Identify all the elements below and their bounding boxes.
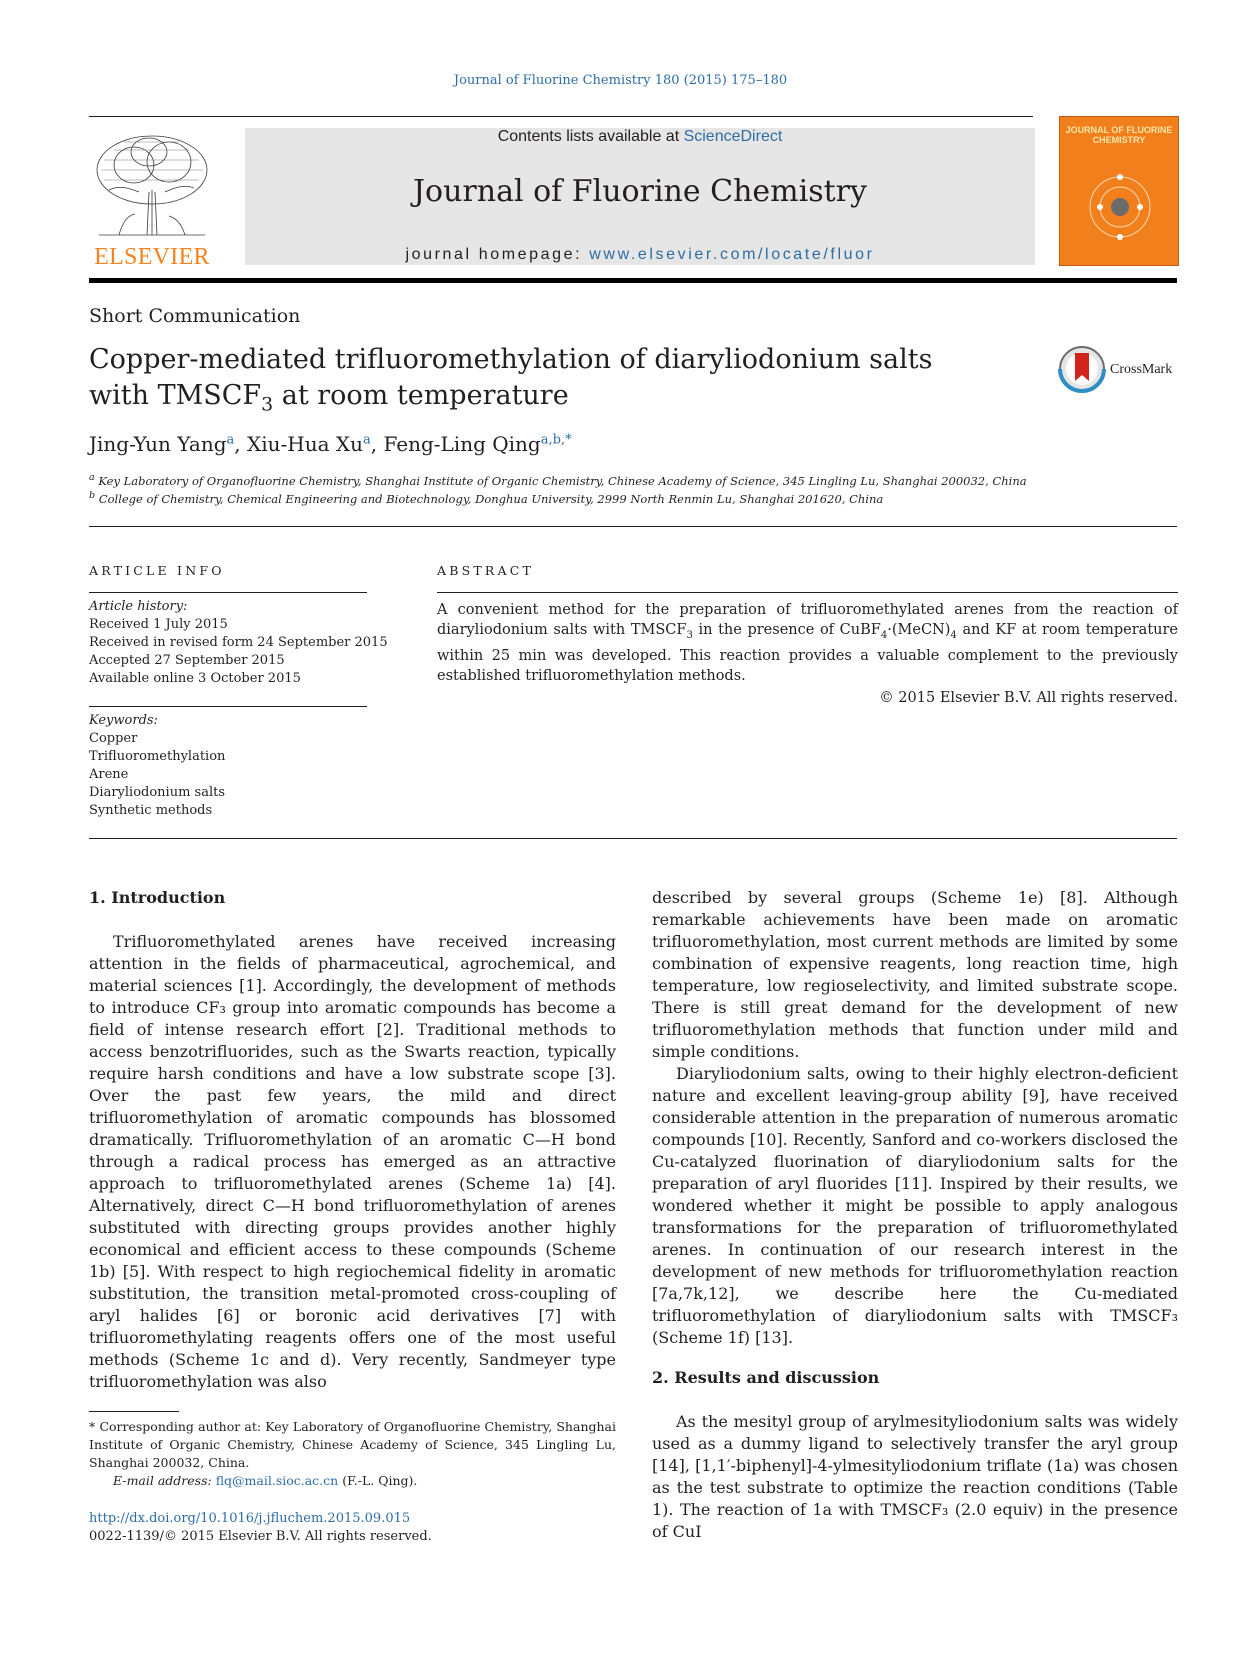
paragraph: Diaryliodonium salts, owing to their highly electron-deficient nature and excellent leaving-group ability [9], have received considerable attention in the preparation of numerous aromatic compounds [10]. Recently, Sanford and co-workers disclosed the Cu-catalyzed fluorination of diaryliodonium salts for the preparation of aryl fluorides [11]. Inspired by their results, we wondered whether it might be possible to apply analogous transformations for the preparation of trifluoromethylated arenes. In continuation of our research interest in the development of new methods for trifluoromethylation reaction [7a,7k,12], we describe here the Cu-mediated trifluoromethylation of diaryliodonium salts with TMSCF₃ (Scheme 1f) [13]. [652,1064,1178,1347]
homepage-link[interactable]: www.elsevier.com/locate/fluor [589,246,875,263]
author-name: Feng-Ling Qing [383,432,541,456]
journal-name: Journal of Fluorine Chemistry [413,174,867,209]
crossmark-icon[interactable] [1058,345,1106,393]
article-history: Article history: Received 1 July 2015 Received in revised form 24 September 2015 Accepted 27 September 2015 Available online 3 October 2015 [89,599,388,686]
header-thick-rule [89,278,1177,283]
paragraph: As the mesityl group of arylmesityliodonium salts was widely used as a dummy ligand to selectively transfer the aryl group [14], [1,1′-biphenyl]-4-ylmesityliodonium triflate (1a) was chosen as the test substrate to optimize the reaction conditions (Table 1). The reaction of 1a with TMSCF₃ (2.0 equiv) in the presence of CuI [652,1412,1178,1541]
journal-banner [245,128,1035,265]
keyword: Diaryliodonium salts [89,785,226,800]
keyword: Synthetic methods [89,803,213,818]
divider [437,592,1178,593]
cover-atom-graphic [1085,172,1155,242]
title-line-1: Copper-mediated trifluoromethylation of diaryliodonium salts [89,344,933,375]
paragraph: described by several groups (Scheme 1e) [8]. Although remarkable achievements have been made on aromatic trifluoromethylation, most current methods are limited by some combination of expensive reagents, long reaction time, high temperature, low regioselectivity, and limited substrate scope. There is still great demand for the development of new trifluoromethylation methods that function under mild and simple conditions. [652,888,1178,1061]
paragraph: Trifluoromethylated arenes have received increasing attention in the fields of pharmaceutical, agrochemical, and material sciences [1]. Accordingly, the development of methods to introduce CF₃ group into aromatic compounds has become a field of intense research effort [2]. Traditional methods to access benzotrifluorides, such as the Swarts reaction, typically require harsh conditions and have a low substrate scope [3]. Over the past few years, the mild and direct trifluoromethylation of aromatic compounds has blossomed dramatically. Trifluoromethylation of an aromatic C—H bond through a radical process has emerged as an attractive approach to trifluoromethylated arenes (Scheme 1a) [4]. Alternatively, direct C—H bond trifluoromethylation of arenes substituted with directing groups provides another highly economical and efficient access to these compounds (Scheme 1b) [5]. With respect to high regiochemical fidelity in aromatic substitution, the transition metal-promoted cross-coupling of aryl halides [6] or boronic acid derivatives [7] with trifluoromethylating reagents offers one of the most useful methods (Scheme 1c and d). Very recently, Sandmeyer type trifluoromethylation was also [89,932,616,1391]
sciencedirect-link[interactable]: ScienceDirect [683,128,783,145]
article-type: Short Communication [89,305,301,327]
issn-line: 0022-1139/© 2015 Elsevier B.V. All rights reserved. [89,1529,432,1544]
section-heading-introduction: 1. Introduction [89,888,226,907]
divider [89,592,367,593]
crossmark-label[interactable]: CrossMark [1110,362,1173,377]
homepage-prefix: journal homepage: [405,246,590,263]
author-affil-mark[interactable]: a [226,432,235,448]
author-list: Jing-Yun Yang$^a$, Xiu-Hua Xu$^a$, Feng-Ling Qing$^{a,b,*}$ [89,432,572,456]
abstract-text: A convenient method for the preparation of trifluoromethylated arenes from the reaction of diaryliodonium salts with $TMSCF_3$ in the presence of $CuBF_4\cdot(MeCN)_4$ and KF at room temperature within 25 min was developed. This reaction provides a valuable complement to the previously established trifluoromethylation methods. © 2015 Elsevier B.V. All rights reserved. [437,602,1178,706]
journal-cover-image[interactable] [1059,116,1179,266]
affiliation-a: $^a$ Key Laboratory of Organofluorine Chemistry, Shanghai Institute of Organic Chemistry, Chinese Academy of Science, 345 Lingling Lu, Shanghai 200032, China [89,472,1027,488]
title-line-2: with $TMSCF_3$ at room temperature [89,380,569,416]
contents-prefix: Contents lists available at [497,128,684,145]
divider [89,838,1177,839]
author-affil-mark[interactable]: a [362,432,371,448]
header-rule [89,116,1033,117]
body-left-column [89,887,616,1393]
doi-link[interactable]: http://dx.doi.org/10.1016/j.jfluchem.2015.09.015 [89,1511,411,1526]
abstract-copyright: © 2015 Elsevier B.V. All rights reserved. [879,689,1178,706]
section-heading-results: 2. Results and discussion [652,1368,880,1387]
keywords: Keywords: Copper Trifluoromethylation Arene Diaryliodonium salts Synthetic methods [89,713,226,818]
article-info-heading: ARTICLE INFO [89,563,225,578]
divider [89,526,1177,527]
author-name: Xiu-Hua Xu [246,432,363,456]
corresponding-footnote: * Corresponding author at: Key Laboratory of Organofluorine Chemistry, Shanghai Institute of Organic Chemistry, Chinese Academy of Science, 345 Lingling Lu, Shanghai 200032, China. E-mail address: flq@mail.sioc.ac.cn (F.-L. Qing). [89,1419,616,1488]
journal-homepage [245,246,1035,264]
elsevier-tree-logo [89,130,215,240]
affiliation-b: $^b$ College of Chemistry, Chemical Engineering and Biotechnology, Donghua University, 2999 North Renmin Lu, Shanghai 201620, China [89,490,884,506]
abstract-heading: ABSTRACT [437,563,535,578]
journal-citation[interactable]: Journal of Fluorine Chemistry 180 (2015) 175–180 [453,73,788,88]
author-name: Jing-Yun Yang [89,432,227,456]
divider [89,706,367,707]
cover-title: JOURNAL OF FLUORINE CHEMISTRY [1065,125,1173,145]
email-link[interactable]: flq@mail.sioc.ac.cn [215,1473,339,1488]
keyword: Trifluoromethylation [89,749,226,764]
elsevier-wordmark[interactable]: ELSEVIER [94,244,210,270]
article-title [89,342,949,422]
keyword: Copper [89,731,138,746]
body-right-column [652,887,1178,1543]
contents-line [245,128,1035,146]
keyword: Arene [89,767,129,782]
author-affil-mark[interactable]: a,b,* [540,432,572,448]
doi-block [89,1510,432,1546]
footnote-rule [89,1411,179,1412]
